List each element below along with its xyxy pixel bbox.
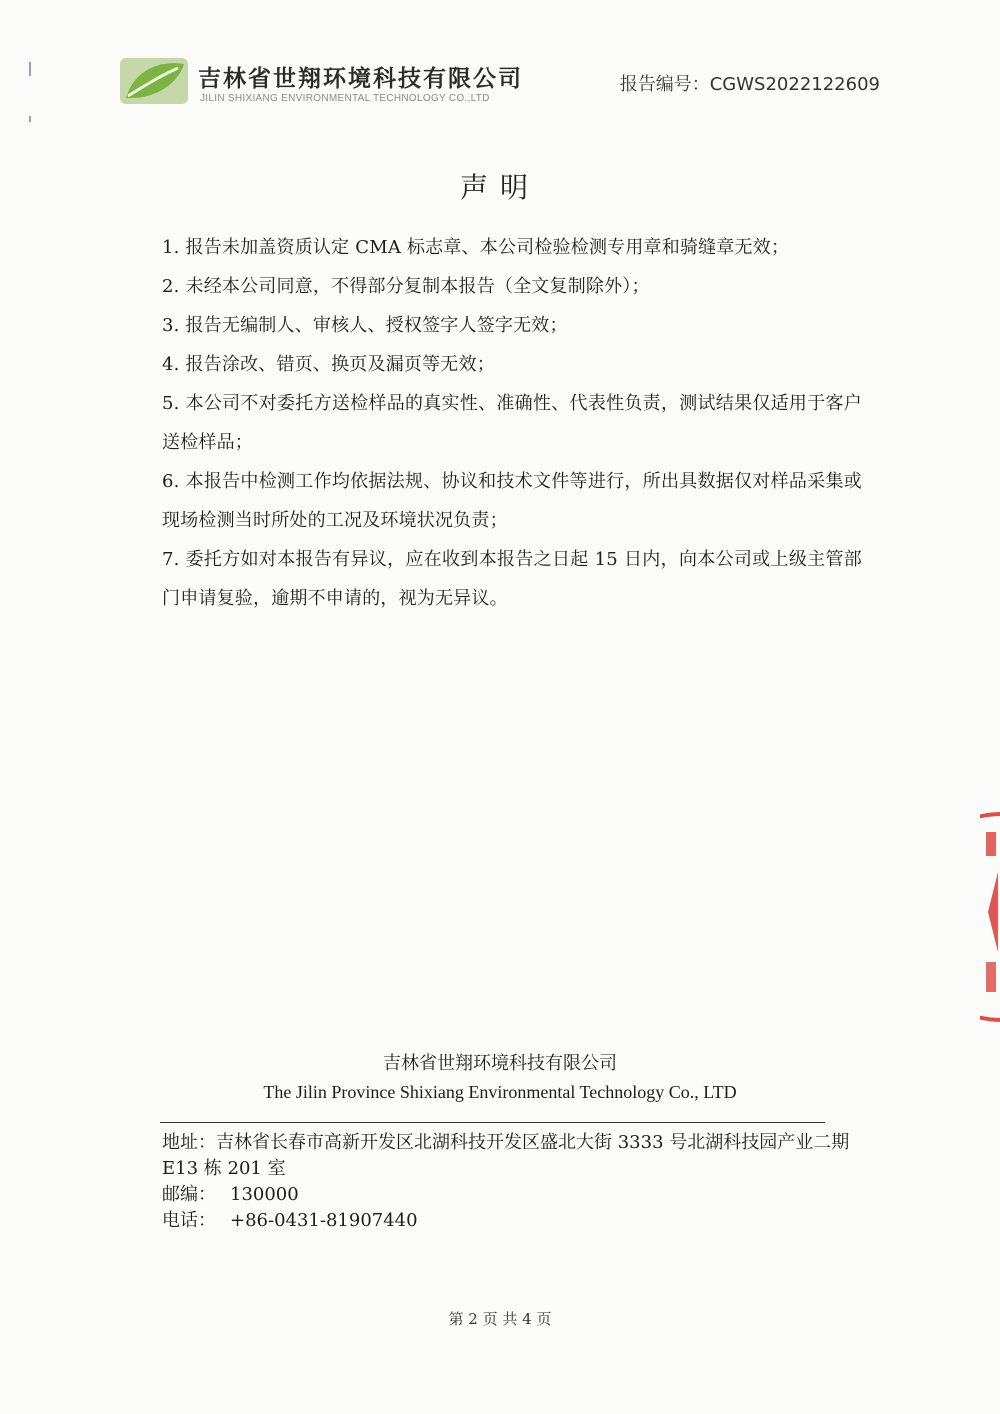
clause-item: 6. 本报告中检测工作均依据法规、协议和技术文件等进行，所出具数据仅对样品采集或现场检测当时所处的工况及环境状况负责； — [162, 471, 862, 531]
clause-item: 5. 本公司不对委托方送检样品的真实性、准确性、代表性负责，测试结果仅适用于客户送检样品； — [162, 393, 862, 453]
footer-divider — [160, 1122, 825, 1123]
postcode-row — [162, 1182, 862, 1208]
page-number: 第 2 页 共 4 页 — [448, 1310, 552, 1328]
clause-item: 1. 报告未加盖资质认定 CMA 标志章、本公司检验检测专用章和骑缝章无效； — [162, 237, 790, 258]
postcode-value: 130000 — [230, 1184, 299, 1205]
footer-company-name: 吉林省世翔环境科技有限公司 — [383, 1053, 617, 1074]
clause-item: 2. 未经本公司同意，不得部分复制本报告（全文复制除外）； — [162, 276, 650, 297]
page-title: 声明 — [459, 171, 540, 204]
phone-value: +86-0431-81907440 — [230, 1210, 418, 1231]
statement-clauses — [162, 228, 862, 618]
leaf-logo-icon — [120, 58, 188, 104]
phone-label: 电话： — [162, 1210, 216, 1231]
header-company-name: 吉林省世翔环境科技有限公司 — [198, 66, 523, 92]
clause-item: 7. 委托方如对本报告有异议，应在收到本报告之日起 15 日内，向本公司或上级主管部门申请复验，逾期不申请的，视为无异议。 — [162, 549, 862, 609]
report-number: 报告编号：CGWS2022122609 — [619, 74, 880, 95]
report-header — [120, 56, 880, 116]
footer-company — [0, 1050, 1000, 1106]
address: 地址：吉林省长春市高新开发区北湖科技开发区盛北大街 3333 号北湖科技园产业二期 E13 栋 201 室 — [162, 1132, 850, 1179]
scan-mark — [28, 60, 34, 130]
contact-info — [162, 1130, 862, 1234]
clause-item: 4. 报告涂改、错页、换页及漏页等无效； — [162, 354, 495, 375]
phone-row — [162, 1208, 862, 1234]
postcode-label: 邮编： — [162, 1184, 216, 1205]
footer-company-english-name: The Jilin Province Shixiang Environmental Technology Co., LTD — [263, 1082, 737, 1102]
header-company-english-name: JILIN SHIXIANG ENVIRONMENTAL TECHNOLOGY CO.,LTD — [200, 93, 490, 104]
clause-item: 3. 报告无编制人、审核人、授权签字人签字无效； — [162, 315, 568, 336]
seal-stamp-icon — [980, 812, 1000, 1022]
